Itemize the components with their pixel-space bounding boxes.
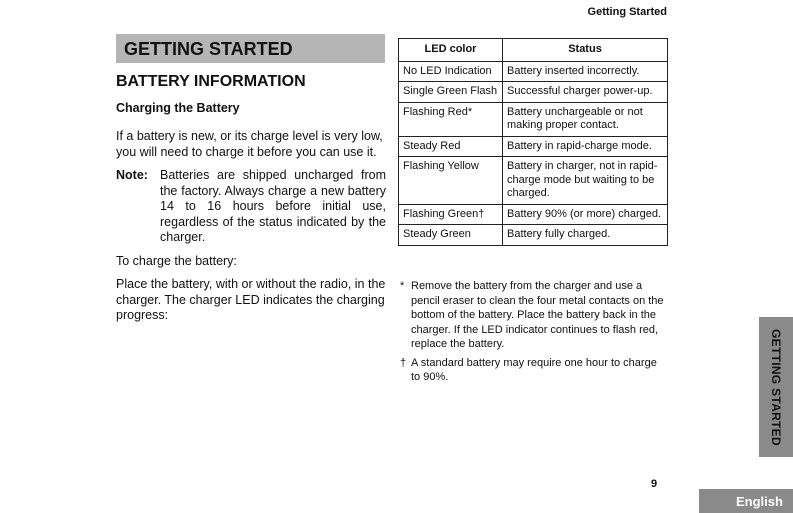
- led-color-cell: Flashing Green†: [399, 204, 503, 225]
- status-cell: Battery unchargeable or not making proper contact.: [503, 102, 668, 136]
- status-cell: Battery in charger, not in rapid-charge mode but waiting to be charged.: [503, 157, 668, 205]
- left-column: [116, 74, 386, 332]
- led-color-cell: No LED Indication: [399, 61, 503, 82]
- led-color-cell: Single Green Flash: [399, 82, 503, 103]
- side-section-tab: [759, 317, 793, 457]
- section-banner: GETTING STARTED: [116, 34, 385, 63]
- led-color-cell: Steady Red: [399, 136, 503, 157]
- status-header: Status: [503, 39, 668, 62]
- footnote-mark: †: [400, 356, 407, 369]
- footnote-text: A standard battery may require one hour to charge to 90%.: [411, 356, 657, 383]
- footnote-text: Remove the battery from the charger and use a pencil eraser to clean the four metal contacts on the bottom of the battery. Place the battery back in the charger. If the LED indicator continues to flash red, replace the battery.: [411, 280, 664, 350]
- status-cell: Successful charger power-up.: [503, 82, 668, 103]
- charging-the-battery-subheading: Charging the Battery: [116, 100, 240, 115]
- led-status-table: [398, 38, 668, 246]
- table-row: [399, 204, 668, 225]
- table-row: [399, 61, 668, 82]
- table-header-row: [399, 39, 668, 62]
- table-row: [399, 157, 668, 205]
- led-color-header: LED color: [399, 39, 503, 62]
- footnote-asterisk: [400, 279, 668, 352]
- language-tab: English: [699, 489, 793, 513]
- status-cell: Battery in rapid-charge mode.: [503, 136, 668, 157]
- page-number: 9: [651, 478, 658, 490]
- status-cell: Battery 90% (or more) charged.: [503, 204, 668, 225]
- intro-paragraph: If a battery is new, or its charge level is very low, you will need to charge it before you can use it.: [116, 129, 383, 159]
- running-header: Getting Started: [587, 6, 667, 18]
- led-color-cell: Flashing Red*: [399, 102, 503, 136]
- place-battery-paragraph: Place the battery, with or without the radio, in the charger. The charger LED indicates the charging progress:: [116, 277, 386, 322]
- note-block: [116, 168, 386, 246]
- table-row: [399, 136, 668, 157]
- status-cell: Battery fully charged.: [503, 225, 668, 246]
- table-row: [399, 225, 668, 246]
- footnote-dagger: [400, 356, 668, 385]
- note-label: Note:: [116, 168, 148, 182]
- note-text: Batteries are shipped uncharged from the factory. Always charge a new battery 14 to 16 hours before initial use, regardless of the status indicated by the charger.: [160, 168, 386, 244]
- table-row: [399, 82, 668, 103]
- status-cell: Battery inserted incorrectly.: [503, 61, 668, 82]
- side-section-tab-label: GETTING STARTED: [769, 328, 783, 446]
- battery-information-heading: BATTERY INFORMATION: [116, 73, 306, 90]
- led-color-cell: Steady Green: [399, 225, 503, 246]
- to-charge-paragraph: To charge the battery:: [116, 253, 237, 268]
- table-row: [399, 102, 668, 136]
- footnote-mark: *: [400, 280, 405, 292]
- footnotes: [400, 279, 668, 389]
- led-color-cell: Flashing Yellow: [399, 157, 503, 205]
